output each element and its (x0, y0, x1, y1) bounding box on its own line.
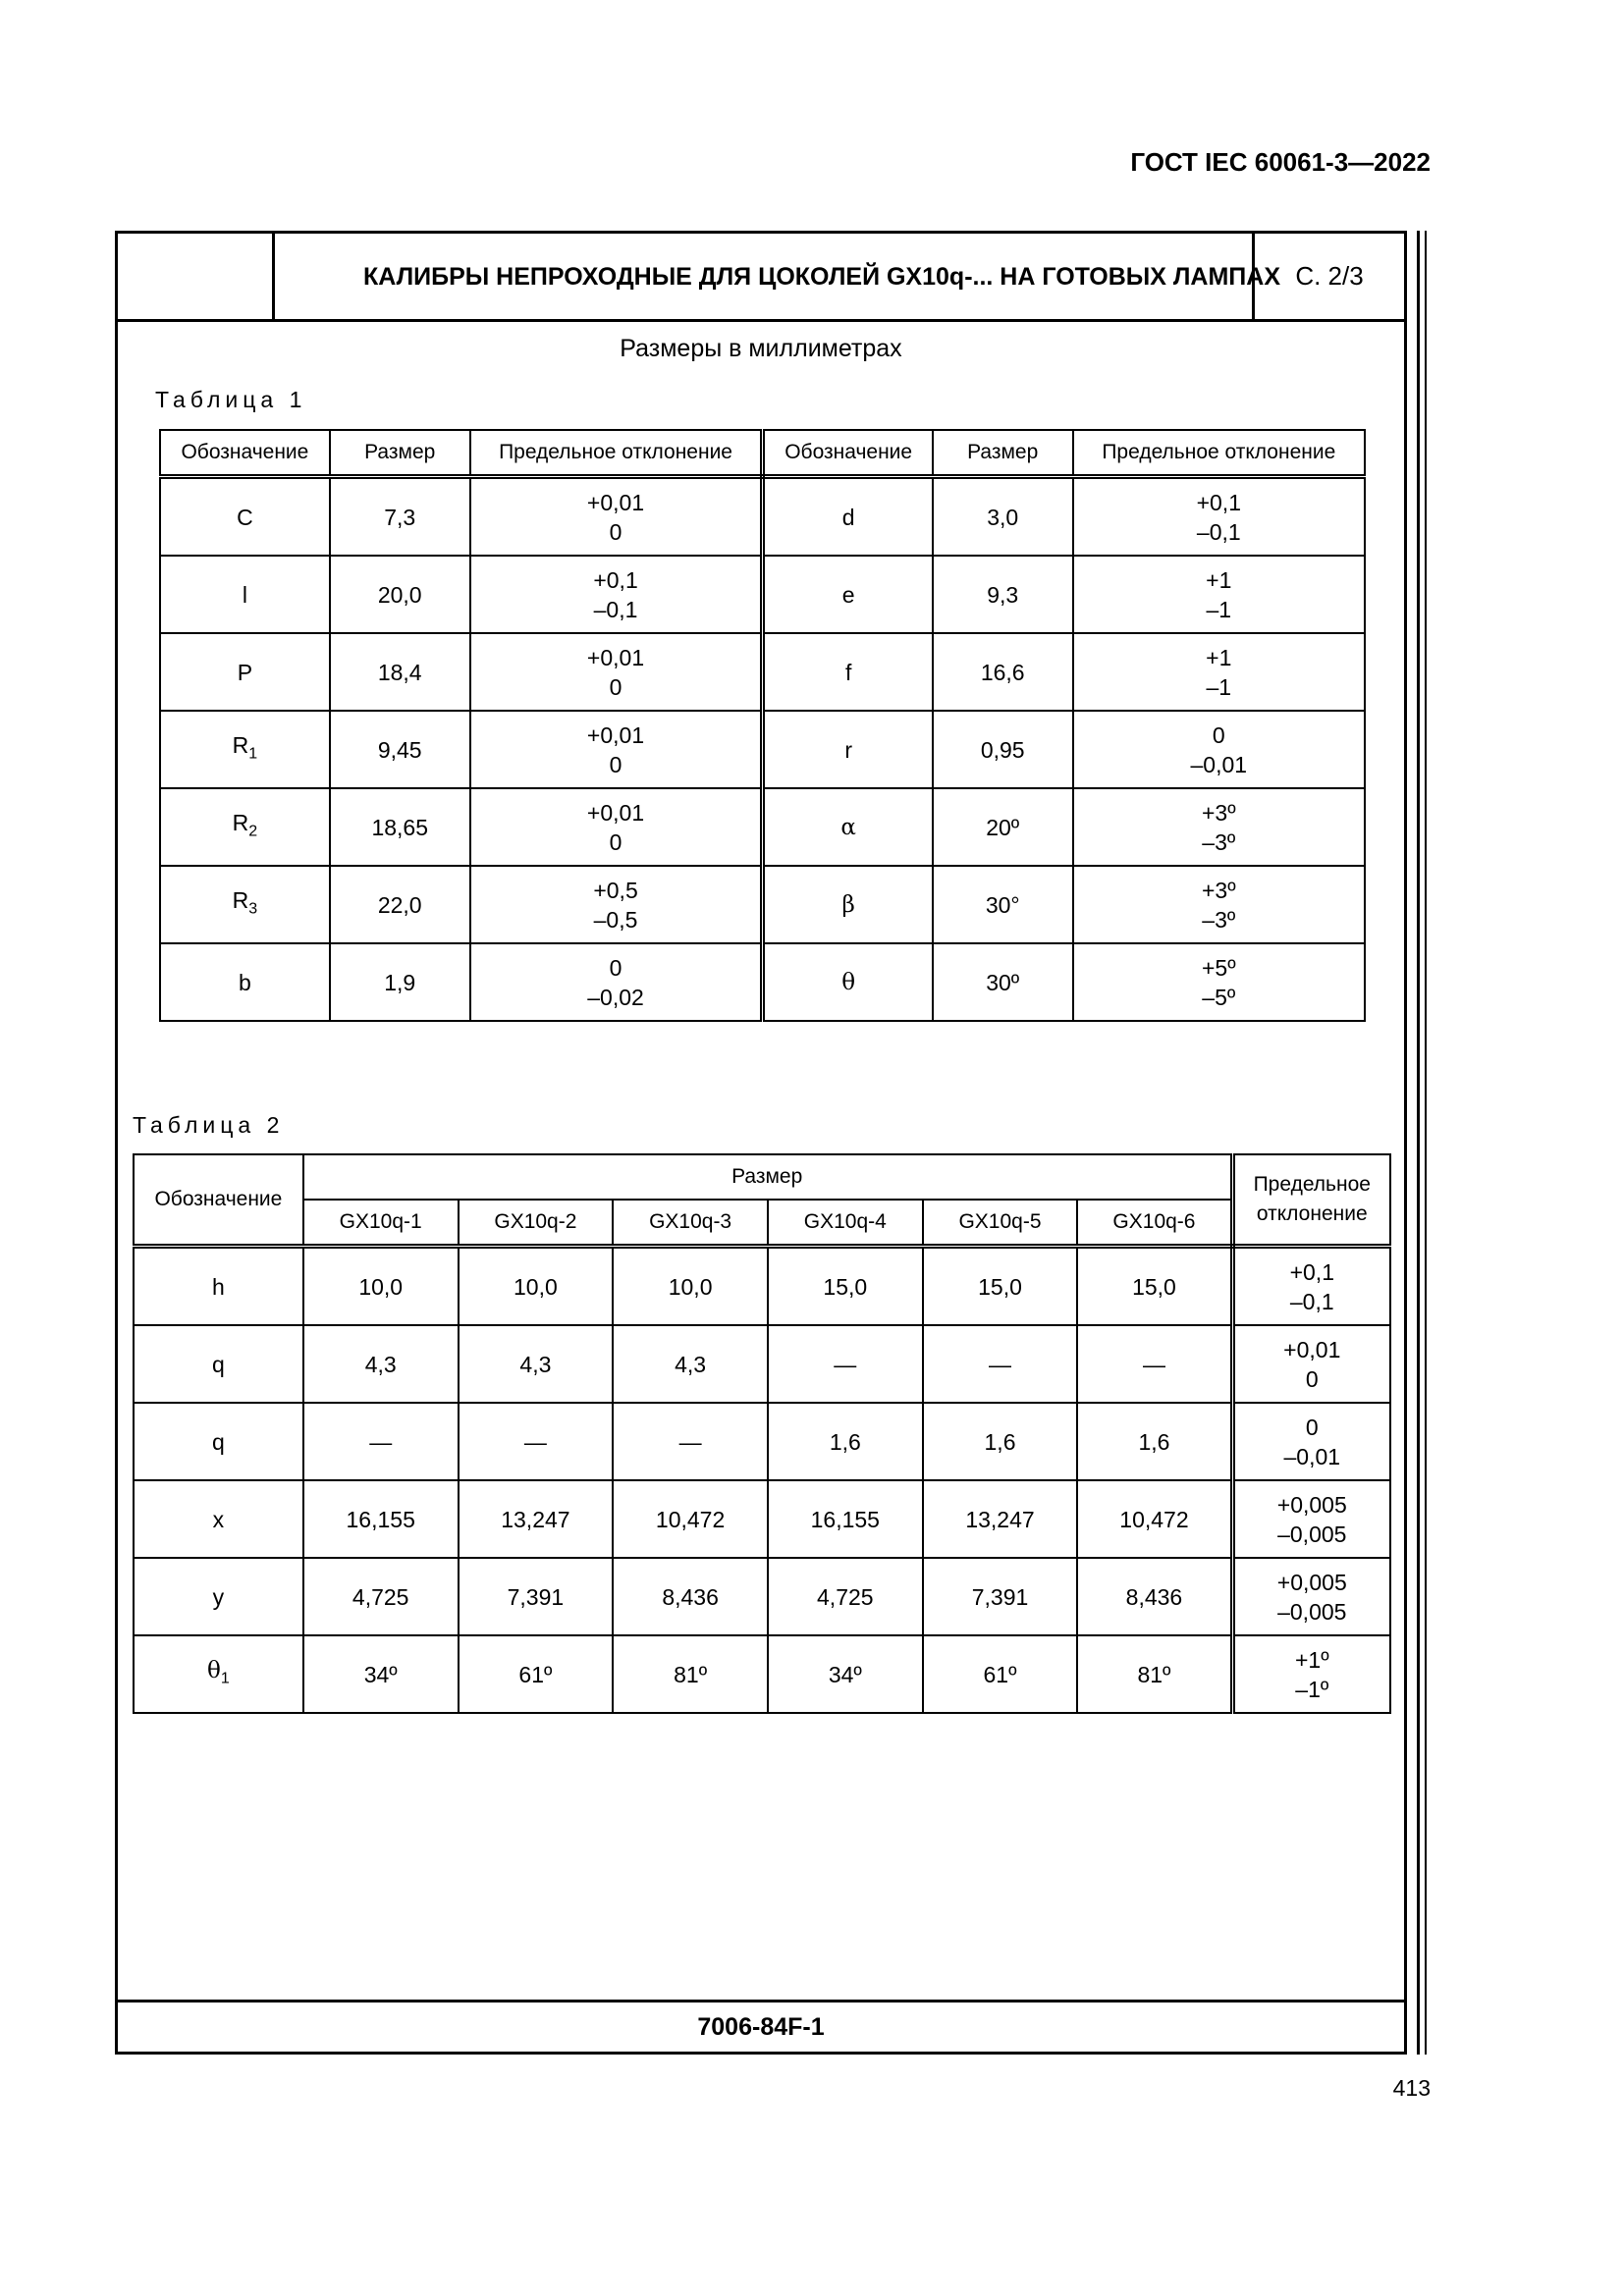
size-cell: 10,0 (459, 1247, 614, 1326)
tolerance-cell (1232, 1480, 1390, 1558)
tolerance-upper: 0 (1212, 721, 1225, 748)
frame-side-line (1417, 231, 1420, 2055)
size-cell: 9,45 (330, 711, 470, 788)
designation-cell (134, 1325, 303, 1403)
tolerance-cell (1073, 477, 1365, 557)
tolerance-lower: –0,01 (1190, 751, 1248, 777)
tolerance-cell (1232, 1325, 1390, 1403)
table1-row (160, 477, 1365, 557)
size-cell: 13,247 (923, 1480, 1078, 1558)
table1-header-cell: Предельное отклонение (470, 430, 763, 477)
tolerance-cell (1073, 633, 1365, 711)
table1-row (160, 866, 1365, 943)
size-cell: 7,391 (459, 1558, 614, 1635)
symbol-text: P (237, 659, 253, 685)
symbol-text: f (844, 659, 852, 685)
size-cell: — (768, 1325, 923, 1403)
size-cell: 1,6 (923, 1403, 1078, 1480)
size-cell: 1,6 (768, 1403, 923, 1480)
tolerance-upper: +0,1 (593, 566, 638, 593)
tolerance-cell (1073, 556, 1365, 633)
tolerance-cell (1232, 1403, 1390, 1480)
designation-cell (763, 943, 933, 1021)
units-note: Размеры в миллиметрах (620, 335, 902, 362)
tolerance-cell (470, 477, 763, 557)
header-blank-cell (118, 234, 275, 319)
tolerance-upper: +0,01 (1283, 1336, 1341, 1362)
tolerance-cell (1073, 866, 1365, 943)
size-cell: 30º (933, 943, 1073, 1021)
size-cell: 61º (459, 1635, 614, 1713)
size-cell: — (459, 1403, 614, 1480)
size-cell: 10,472 (1077, 1480, 1232, 1558)
size-cell: 34º (303, 1635, 459, 1713)
symbol-text: l (242, 581, 247, 608)
table2-designation-header: Обозначение (134, 1154, 303, 1247)
sheet-title: КАЛИБРЫ НЕПРОХОДНЫЕ ДЛЯ ЦОКОЛЕЙ GX10q-... НА ГОТОВЫХ ЛАМПАХ (362, 262, 1281, 291)
tolerance-cell (470, 711, 763, 788)
size-cell: 15,0 (923, 1247, 1078, 1326)
size-cell: 4,725 (768, 1558, 923, 1635)
size-cell: 15,0 (1077, 1247, 1232, 1326)
designation-cell (160, 866, 330, 943)
table1-header-row (160, 430, 1365, 477)
size-cell: — (303, 1403, 459, 1480)
tolerance-upper: +0,005 (1276, 1491, 1347, 1518)
tolerance-upper: +5º (1201, 954, 1236, 981)
tolerance-upper: +0,01 (586, 721, 645, 748)
tolerance-upper: +0,1 (1196, 489, 1241, 515)
table2-row (134, 1480, 1390, 1558)
table2-row (134, 1325, 1390, 1403)
tolerance-lower: 0 (609, 673, 622, 700)
table1-header-cell: Размер (330, 430, 470, 477)
table2-column-header: GX10q-3 (613, 1200, 768, 1247)
tolerance-lower: –0,02 (587, 984, 644, 1010)
size-cell: 18,65 (330, 788, 470, 866)
symbol-subscript: 1 (248, 745, 258, 763)
tolerance-upper: +0,5 (593, 877, 638, 903)
tolerance-lower: 0 (609, 828, 622, 855)
frame-side-line (1425, 231, 1427, 2055)
tolerance-lower: –1º (1295, 1676, 1329, 1702)
tolerance-lower: –0,005 (1277, 1598, 1347, 1625)
tolerance-upper: +3º (1201, 799, 1236, 826)
table1-header-cell: Размер (933, 430, 1073, 477)
table1-row (160, 788, 1365, 866)
tolerance-lower: 0 (609, 518, 622, 545)
size-cell: — (1077, 1325, 1232, 1403)
tolerance-cell (1232, 1635, 1390, 1713)
size-cell: — (923, 1325, 1078, 1403)
symbol-subscript: 2 (248, 823, 258, 840)
tolerance-cell (470, 788, 763, 866)
size-cell: 16,155 (768, 1480, 923, 1558)
tolerance-upper: 0 (1305, 1414, 1319, 1440)
designation-cell (763, 633, 933, 711)
tolerance-lower: –1 (1206, 673, 1232, 700)
designation-cell (160, 943, 330, 1021)
tolerance-lower: –3º (1202, 828, 1236, 855)
tolerance-cell (1232, 1558, 1390, 1635)
tolerance-cell (470, 633, 763, 711)
size-cell: 15,0 (768, 1247, 923, 1326)
size-cell: 7,391 (923, 1558, 1078, 1635)
table1-row (160, 943, 1365, 1021)
size-cell: 20º (933, 788, 1073, 866)
symbol-text: R (232, 886, 249, 913)
designation-cell (160, 633, 330, 711)
table2-column-header: GX10q-2 (459, 1200, 614, 1247)
symbol-subscript: 1 (220, 1670, 230, 1687)
size-cell: 16,6 (933, 633, 1073, 711)
tolerance-lower: 0 (1305, 1365, 1319, 1392)
tolerance-lower: –0,01 (1283, 1443, 1341, 1469)
tolerance-cell (1073, 788, 1365, 866)
table2 (133, 1153, 1391, 1714)
table2-column-header: GX10q-6 (1077, 1200, 1232, 1247)
tolerance-cell (470, 866, 763, 943)
designation-cell (134, 1635, 303, 1713)
symbol-text: b (239, 969, 251, 995)
table2-column-header: GX10q-1 (303, 1200, 459, 1247)
symbol-text: h (212, 1273, 225, 1300)
designation-cell (160, 556, 330, 633)
table1-header-cell: Обозначение (763, 430, 933, 477)
size-cell: 4,3 (613, 1325, 768, 1403)
tolerance-lower: –0,1 (1196, 518, 1241, 545)
table1-row (160, 711, 1365, 788)
symbol-text: e (841, 581, 855, 608)
table2-tolerance-header: Предельное отклонение (1232, 1154, 1390, 1247)
size-cell: 4,725 (303, 1558, 459, 1635)
size-cell: 22,0 (330, 866, 470, 943)
symbol-text: α (840, 815, 856, 840)
tolerance-lower: –0,1 (593, 596, 638, 622)
size-cell: 10,0 (613, 1247, 768, 1326)
tolerance-lower: –0,5 (593, 906, 638, 933)
symbol-text: q (212, 1428, 225, 1455)
designation-cell (160, 477, 330, 557)
table2-header-row (134, 1154, 1390, 1200)
sheet-header (118, 234, 1404, 322)
tolerance-upper: +0,01 (586, 799, 645, 826)
symbol-text: d (841, 504, 855, 530)
table1-row (160, 633, 1365, 711)
tolerance-lower: 0 (609, 751, 622, 777)
size-cell: 9,3 (933, 556, 1073, 633)
table2-row (134, 1635, 1390, 1713)
size-cell: 30° (933, 866, 1073, 943)
table2-column-header: GX10q-4 (768, 1200, 923, 1247)
size-cell: 1,6 (1077, 1403, 1232, 1480)
tolerance-cell (1073, 711, 1365, 788)
table1-row (160, 556, 1365, 633)
size-cell: 61º (923, 1635, 1078, 1713)
size-cell: 4,3 (459, 1325, 614, 1403)
table2-subheader-row (134, 1200, 1390, 1247)
symbol-text: C (237, 504, 253, 530)
tolerance-upper: +0,1 (1289, 1258, 1334, 1285)
symbol-text: x (212, 1506, 225, 1532)
tolerance-cell (1232, 1247, 1390, 1326)
tolerance-upper: 0 (609, 954, 622, 981)
size-cell: 16,155 (303, 1480, 459, 1558)
symbol-text: r (844, 736, 852, 763)
table2-column-header: GX10q-5 (923, 1200, 1078, 1247)
symbol-text: y (212, 1583, 225, 1610)
sheet-number: С. 2/3 (1252, 234, 1404, 319)
symbol-text: R (232, 731, 249, 758)
designation-cell (134, 1247, 303, 1326)
size-cell: 13,247 (459, 1480, 614, 1558)
symbol-text: q (212, 1351, 225, 1377)
table2-row (134, 1558, 1390, 1635)
table2-caption: Таблица 2 (133, 1112, 285, 1138)
designation-cell (134, 1558, 303, 1635)
tolerance-cell (470, 556, 763, 633)
symbol-subscript: 3 (248, 900, 258, 918)
size-cell: 8,436 (613, 1558, 768, 1635)
size-cell: 18,4 (330, 633, 470, 711)
size-cell: 8,436 (1077, 1558, 1232, 1635)
size-cell: 4,3 (303, 1325, 459, 1403)
size-cell: 81º (613, 1635, 768, 1713)
size-cell: — (613, 1403, 768, 1480)
symbol-text: θ (207, 1657, 221, 1683)
table2-size-header: Размер (303, 1154, 1232, 1200)
size-cell: 10,472 (613, 1480, 768, 1558)
sheet-footer (118, 2000, 1404, 2052)
size-cell: 10,0 (303, 1247, 459, 1326)
tolerance-upper: +0,01 (586, 489, 645, 515)
document-code: ГОСТ IEC 60061-3—2022 (1130, 147, 1431, 177)
designation-cell (160, 711, 330, 788)
designation-cell (763, 788, 933, 866)
size-cell: 81º (1077, 1635, 1232, 1713)
designation-cell (134, 1480, 303, 1558)
size-cell: 7,3 (330, 477, 470, 557)
tolerance-cell (1073, 943, 1365, 1021)
size-cell: 3,0 (933, 477, 1073, 557)
sheet-frame (115, 231, 1407, 2055)
symbol-text: R (232, 809, 249, 835)
designation-cell (160, 788, 330, 866)
designation-cell (763, 866, 933, 943)
tolerance-upper: +0,005 (1276, 1569, 1347, 1595)
table1 (159, 429, 1366, 1022)
designation-cell (763, 556, 933, 633)
table1-caption: Таблица 1 (155, 387, 307, 412)
tolerance-upper: +1 (1206, 566, 1232, 593)
size-cell: 1,9 (330, 943, 470, 1021)
tolerance-cell (470, 943, 763, 1021)
tolerance-upper: +3º (1201, 877, 1236, 903)
symbol-text: β (841, 892, 855, 918)
designation-cell (134, 1403, 303, 1480)
tolerance-lower: –5º (1202, 984, 1236, 1010)
sheet-code: 7006-84F-1 (697, 2012, 825, 2041)
table2-row (134, 1247, 1390, 1326)
tolerance-lower: –0,005 (1277, 1521, 1347, 1547)
symbol-text: θ (841, 970, 856, 995)
table1-header-cell: Предельное отклонение (1073, 430, 1365, 477)
tolerance-upper: +1 (1206, 644, 1232, 670)
designation-cell (763, 477, 933, 557)
tolerance-upper: +0,01 (586, 644, 645, 670)
table2-row (134, 1403, 1390, 1480)
size-cell: 34º (768, 1635, 923, 1713)
page-number: 413 (1392, 2075, 1431, 2101)
tolerance-upper: +1º (1294, 1646, 1329, 1673)
size-cell: 20,0 (330, 556, 470, 633)
designation-cell (763, 711, 933, 788)
size-cell: 0,95 (933, 711, 1073, 788)
tolerance-lower: –1 (1206, 596, 1232, 622)
tolerance-lower: –3º (1202, 906, 1236, 933)
tolerance-lower: –0,1 (1289, 1288, 1334, 1314)
table1-header-cell: Обозначение (160, 430, 330, 477)
